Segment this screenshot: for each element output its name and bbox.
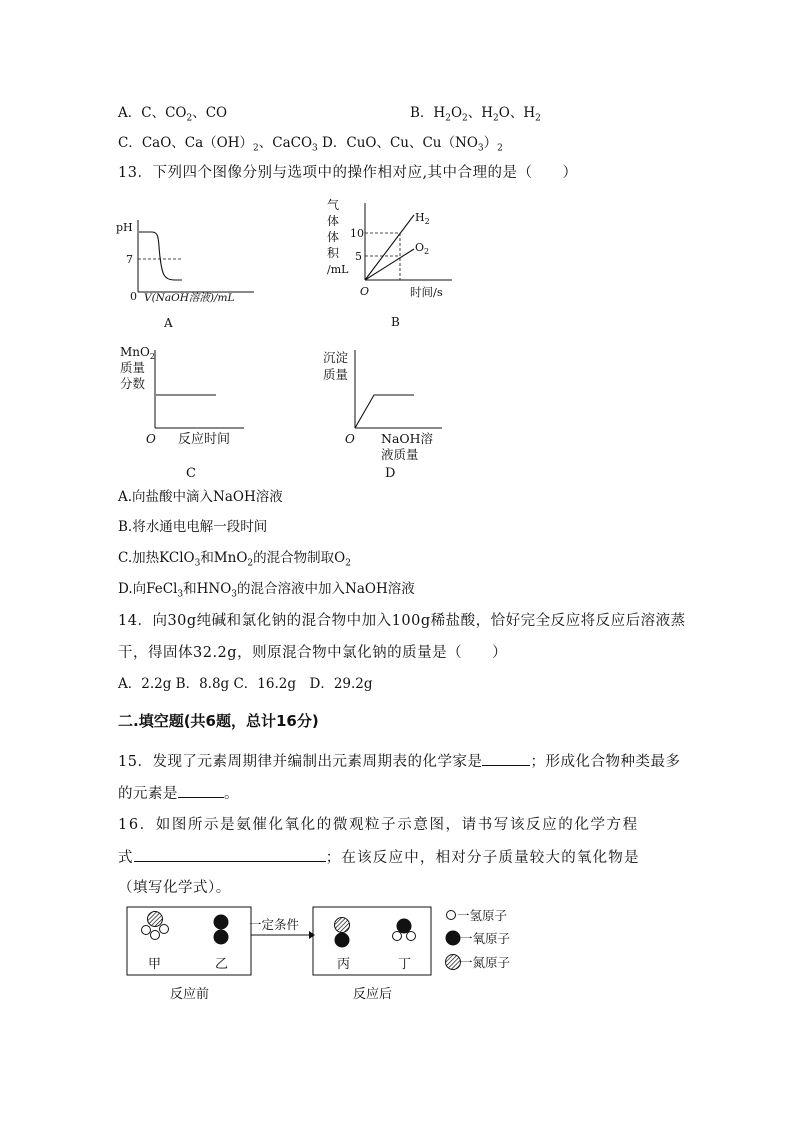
label-bing: 丙 [337, 957, 351, 972]
label-yi: 乙 [215, 957, 229, 972]
graph-c-origin: O [146, 432, 156, 446]
graph-c-y-label-1: MnO$_2$ [120, 345, 155, 361]
q15-line1: 15．发现了元素周期律并编制出元素周期表的化学家是 ；形成化合物种类最多 [118, 751, 680, 772]
graph-b-y-label-5: /mL [327, 263, 349, 276]
no-molecule [335, 918, 350, 948]
graph-c-caption: C [186, 466, 196, 481]
graph-d-y-label-1: 沉淀 [323, 350, 349, 365]
graph-b-tick-5: 5 [355, 250, 362, 263]
q15-blank-2[interactable] [178, 783, 224, 798]
q14-options: A．2.2g B．8.8g C．16.2g D．29.2g [118, 676, 373, 692]
graph-a-caption: A [164, 316, 173, 330]
q15-blank-1[interactable] [482, 751, 530, 766]
graph-b-x-label: 时间/s [410, 285, 443, 299]
graph-b-o2-line [365, 249, 414, 280]
graph-c-y-label-3: 分数 [120, 376, 146, 391]
legend-o-icon [446, 931, 461, 946]
graph-b-tick-10: 10 [350, 227, 364, 240]
o2-molecule [214, 915, 229, 945]
legend-h: 一氢原子 [457, 908, 508, 923]
graph-b-h2-line [365, 215, 414, 280]
section-2-title: 二.填空题(共6题，总计16分) [118, 712, 319, 730]
q16-particle-diagram [120, 897, 540, 1007]
graph-d-x-label-1: NaOH溶 [381, 431, 434, 446]
q12-option-a: A．C、$CO_2$、CO [118, 105, 228, 124]
caption-after: 反应后 [353, 987, 393, 1002]
graph-d-y-label-2: 质量 [323, 367, 349, 382]
graph-a [112, 212, 262, 332]
graph-b-y-label-4: 积 [327, 246, 340, 260]
q12-option-cd: C．CaO、$Ca(OH)_2$、CaCO$_3$ D．CuO、Cu、$Cu(NO_3)_2$ [118, 135, 503, 154]
legend-n-icon [446, 955, 461, 970]
q13-option-c: C.加热KClO$_3$和MnO$_2$的混合物制取$O_2$ [118, 550, 351, 569]
q14-stem-line1: 14．向30g纯碱和氯化钠的混合物中加入100g稀盐酸，恰好完全反应将反应后溶液蒸 [118, 613, 686, 629]
q16-line2: 式 ；在该反应中，相对分子质量较大的氧化物是 [118, 847, 640, 868]
q16-line3: （填写化学式）。 [118, 880, 231, 896]
graph-d-origin: O [345, 432, 355, 446]
graph-a-y-tick: 7 [126, 253, 133, 266]
graph-c-x-label: 反应时间 [178, 432, 231, 447]
graph-c [118, 342, 258, 482]
q16-line1: 16．如图所示是氨催化氧化的微观粒子示意图，请书写该反应的化学方程 [118, 817, 639, 833]
legend-o: 一氧原子 [460, 931, 511, 946]
after-box [313, 907, 431, 975]
caption-before: 反应前 [170, 987, 210, 1002]
graph-d-caption: D [385, 466, 396, 481]
graph-c-y-label-2: 质量 [120, 360, 146, 375]
q13-stem: 13．下列四个图像分别与选项中的操作相对应,其中合理的是（ ） [118, 165, 578, 181]
h2o-molecule [393, 919, 416, 941]
q13-option-d: D.向FeCl$_3$和$HNO_3$的混合溶液中加入NaOH溶液 [118, 581, 415, 600]
graph-a-curve [139, 232, 182, 280]
q13-option-b: B.将水通电电解一段时间 [118, 519, 268, 535]
graph-d-curve [355, 395, 414, 428]
graph-b-y-label-3: 体 [327, 230, 340, 244]
graph-b [322, 195, 482, 335]
q13-option-a: A.向盐酸中滴入NaOH溶液 [118, 489, 283, 505]
q12-option-b: B．$H_2O_2$、$H_2O$、$H_2$ [410, 105, 541, 124]
q16-blank-equation[interactable] [134, 847, 326, 862]
q14-stem-line2: 干，得固体32.2g，则原混合物中氯化钠的质量是（ ） [118, 645, 508, 661]
label-ding: 丁 [398, 957, 412, 972]
graph-d-x-label-2: 液质量 [381, 447, 419, 462]
graph-b-caption: B [391, 315, 400, 329]
graph-b-h2-label: $H_2$ [415, 211, 430, 226]
graph-b-y-label-1: 气 [327, 198, 340, 212]
arrow-condition: 一定条件 [249, 917, 300, 932]
legend [446, 908, 511, 970]
graph-b-origin: O [360, 285, 370, 298]
label-jia: 甲 [148, 957, 162, 972]
graph-a-origin: 0 [130, 290, 137, 303]
nh3-molecule [142, 912, 169, 940]
graph-b-y-label-2: 体 [327, 214, 340, 228]
graph-d [318, 342, 468, 482]
q15-line2: 的元素是 。 [118, 783, 239, 804]
graph-b-o2-label: $O_2$ [415, 241, 430, 256]
legend-h-icon [447, 911, 456, 920]
legend-n: 一氮原子 [460, 955, 511, 970]
graph-a-y-label: pH [116, 221, 133, 234]
before-box [127, 907, 251, 975]
graph-a-x-label: V(NaOH溶液)/mL [144, 292, 235, 304]
